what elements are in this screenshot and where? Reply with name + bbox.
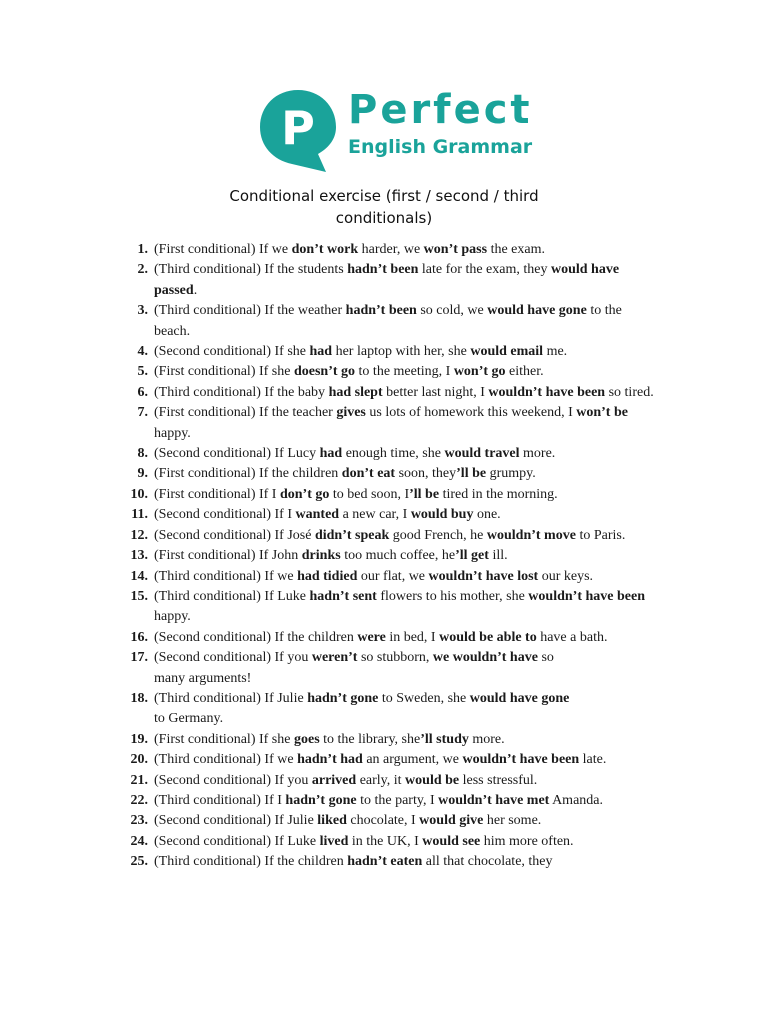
exercise-number: 16. (130, 629, 148, 645)
sentence-text: to the meeting, I (355, 364, 454, 380)
answer-verb: wouldn’t have met (438, 792, 550, 808)
exercise-number: 1. (137, 242, 148, 257)
answer-verb: would be (405, 772, 460, 788)
exercise-number: 9. (137, 466, 148, 482)
exercise-item (118, 526, 658, 546)
sentence-text: enough time, she (342, 446, 445, 462)
exercise-sentence (154, 405, 628, 440)
sentence-text: an argument, we (362, 752, 463, 768)
answer-verb: won’t go (453, 364, 506, 380)
sentence-text: our flat, we (357, 568, 429, 584)
sentence-text: Amanda. (549, 792, 603, 808)
exercise-item (118, 771, 658, 791)
sentence-text: to the library, she (319, 731, 421, 747)
exercise-sentence (154, 466, 536, 481)
exercise-number: 6. (137, 384, 148, 400)
exercise-number: 22. (130, 792, 148, 808)
exercise-sentence (154, 732, 505, 747)
answer-verb: wouldn’t have been (488, 384, 606, 400)
sentence-text: (Second conditional) If you (154, 772, 312, 788)
exercise-number: 20. (130, 752, 148, 768)
exercise-item (118, 648, 658, 689)
exercise-item (118, 750, 658, 770)
sentence-text: late. (579, 752, 607, 768)
answer-verb: would buy (410, 507, 474, 523)
answer-verb: wanted (295, 507, 340, 523)
exercise-sentence (154, 834, 574, 849)
exercise-number: 17. (130, 650, 148, 666)
answer-verb: didn’t speak (314, 527, 390, 543)
answer-verb: hadn’t gone (307, 690, 379, 706)
sentence-text: late for the exam, they (418, 262, 551, 278)
exercise-sentence (154, 364, 544, 379)
sentence-text: in the UK, I (348, 833, 423, 849)
exercise-item (118, 628, 658, 648)
exercise-sentence (154, 303, 622, 338)
sentence-text: many arguments! (154, 670, 252, 686)
answer-verb: had (309, 344, 333, 360)
sentence-text: either. (505, 364, 544, 380)
sentence-text: (Third conditional) If the baby (154, 384, 329, 400)
exercise-item (118, 260, 658, 301)
exercise-number: 2. (137, 262, 148, 278)
exercise-item (118, 689, 658, 730)
sentence-text: good French, he (389, 527, 487, 543)
exercise-sentence (154, 630, 607, 645)
speech-bubble-logo-icon (256, 86, 340, 176)
exercise-item (118, 464, 658, 484)
answer-verb: would give (419, 813, 484, 829)
sentence-text: us lots of homework this weekend, I (365, 405, 577, 421)
exercise-sentence (154, 242, 545, 257)
sentence-text: (First conditional) If she (154, 731, 294, 747)
sentence-text: (First conditional) If she (154, 364, 294, 380)
sentence-text: (Third conditional) If the weather (154, 303, 346, 319)
answer-verb: doesn’t go (293, 364, 356, 380)
sentence-text: flowers to his mother, she (376, 588, 529, 604)
answer-verb: hadn’t gone (285, 792, 357, 808)
exercise-item (118, 587, 658, 628)
sentence-text: to Sweden, she (378, 690, 470, 706)
answer-verb: don’t go (279, 486, 330, 502)
sentence-text: (Third conditional) If I (154, 792, 286, 808)
sentence-text: (Second conditional) If Julie (154, 813, 318, 829)
exercise-number: 15. (130, 588, 148, 604)
sentence-text: to Paris. (575, 527, 626, 543)
answer-verb: hadn’t eaten (347, 854, 423, 870)
sentence-text: tired in the morning. (439, 486, 558, 502)
sentence-text: (Second conditional) If Lucy (154, 446, 320, 462)
exercise-number: 18. (130, 690, 148, 706)
sentence-text: (Second conditional) If she (154, 344, 310, 360)
title-line-1: Conditional exercise (first / second / third (229, 187, 539, 205)
sentence-text: to Germany. (154, 711, 224, 727)
logo-word-perfect: Perfect (348, 87, 533, 133)
exercise-number: 24. (130, 833, 148, 849)
exercise-item (118, 546, 658, 566)
answer-verb: would email (470, 344, 544, 360)
answer-verb: ’ll be (409, 486, 440, 502)
sentence-text: (First conditional) If we (154, 242, 292, 257)
sentence-text: less stressful. (459, 772, 538, 788)
sentence-text: so (537, 650, 554, 666)
answer-verb: we wouldn’t have (432, 650, 538, 666)
exercise-number: 3. (137, 303, 148, 319)
sentence-text: (Third conditional) If the students (154, 262, 348, 278)
answer-verb: hadn’t been (345, 303, 417, 319)
exercise-item (118, 485, 658, 505)
sentence-text: too much coffee, he (340, 548, 456, 564)
sentence-text: (Third conditional) If we (154, 752, 298, 768)
sentence-text: (First conditional) If I (154, 486, 280, 502)
exercise-sentence (154, 385, 654, 400)
exercise-item (118, 567, 658, 587)
sentence-text: early, it (356, 772, 406, 788)
answer-verb: wouldn’t have been (462, 752, 580, 768)
answer-verb: would travel (444, 446, 520, 462)
sentence-text: (Second conditional) If the children (154, 629, 358, 645)
sentence-text: (First conditional) If the teacher (154, 405, 337, 421)
answer-verb: would see (422, 833, 481, 849)
exercise-number: 7. (137, 405, 148, 421)
exercise-sentence (154, 813, 541, 828)
exercise-sentence (154, 589, 645, 624)
exercise-item (118, 362, 658, 382)
answer-verb: wouldn’t have been (528, 588, 645, 604)
exercise-item (118, 832, 658, 852)
exercise-item (118, 852, 658, 872)
answer-verb: arrived (311, 772, 357, 788)
answer-verb: ’ll get (455, 548, 489, 564)
exercise-sentence (154, 528, 625, 543)
sentence-text: him more often. (480, 833, 574, 849)
exercise-number: 13. (130, 548, 148, 564)
sentence-text: chocolate, I (346, 813, 420, 829)
sentence-text: in bed, I (385, 629, 440, 645)
answer-verb: lived (319, 833, 349, 849)
sentence-text: have a bath. (536, 629, 608, 645)
exercise-sentence (154, 262, 619, 297)
exercise-item (118, 403, 658, 444)
answer-verb: had slept (328, 384, 383, 400)
exercise-number: 4. (137, 344, 148, 360)
sentence-text: harder, we (358, 242, 424, 257)
exercise-item (118, 444, 658, 464)
answer-verb: gives (336, 405, 366, 421)
answer-verb: would have gone (487, 303, 587, 319)
sentence-text: (Second conditional) If you (154, 650, 312, 666)
sentence-text: (Third conditional) If we (154, 568, 298, 584)
exercise-item (118, 383, 658, 403)
sentence-text: better last night, I (382, 384, 489, 400)
exercise-number: 14. (130, 568, 148, 584)
sentence-text: (Second conditional) If I (154, 507, 296, 523)
answer-verb: don’t eat (341, 466, 396, 482)
sentence-text: more. (519, 446, 556, 462)
sentence-text: (Third conditional) If Julie (154, 690, 308, 706)
sentence-text: grumpy. (486, 466, 536, 482)
answer-verb: wouldn’t have lost (428, 568, 539, 584)
answer-verb: won’t be (576, 405, 628, 421)
page-title (0, 185, 768, 229)
answer-verb: ’ll be (456, 466, 487, 482)
logo-word-english-grammar: English Grammar (348, 136, 533, 158)
exercise-sentence (154, 446, 555, 461)
exercise-item (118, 505, 658, 525)
sentence-text: so stubborn, (357, 650, 433, 666)
answer-verb: ’ll study (420, 731, 469, 747)
sentence-text: (First conditional) If the children (154, 466, 342, 482)
exercise-number: 12. (130, 527, 148, 543)
sentence-text: our keys. (538, 568, 594, 584)
answer-verb: weren’t (311, 650, 358, 666)
sentence-text: so tired. (605, 384, 654, 400)
sentence-text: . (193, 282, 198, 298)
sentence-text: soon, they (395, 466, 457, 482)
answer-verb: wouldn’t move (486, 527, 576, 543)
exercise-sentence (154, 854, 553, 869)
answer-verb: would have gone (469, 690, 570, 706)
exercise-number: 11. (131, 507, 148, 523)
answer-verb: liked (317, 813, 347, 829)
sentence-text: me. (543, 344, 568, 360)
answer-verb: would have passed (154, 262, 620, 298)
exercise-number: 10. (130, 486, 148, 502)
exercise-item (118, 730, 658, 750)
sentence-text: her laptop with her, she (332, 344, 471, 360)
sentence-text: a new car, I (339, 507, 411, 523)
sentence-text: to the party, I (356, 792, 439, 808)
answer-verb: had tidied (297, 568, 358, 584)
exercise-sentence (154, 691, 569, 726)
sentence-text: happy. (154, 425, 191, 441)
perfect-english-grammar-logo (256, 86, 536, 176)
exercise-sentence (154, 773, 537, 788)
exercise-sentence (154, 752, 606, 767)
exercise-number: 21. (130, 772, 148, 788)
sentence-text: to the beach. (154, 303, 622, 339)
sentence-text: (Third conditional) If Luke (154, 588, 310, 604)
sentence-text: (Second conditional) If Luke (154, 833, 320, 849)
answer-verb: had (319, 446, 343, 462)
answer-verb: hadn’t had (297, 752, 363, 768)
sentence-text: (Third conditional) If the children (154, 854, 348, 870)
exercise-item (118, 240, 658, 260)
sentence-text: happy. (154, 609, 191, 625)
exercise-number: 5. (137, 364, 148, 380)
exercise-sentence (154, 344, 567, 359)
exercise-item (118, 791, 658, 811)
exercise-number: 25. (130, 854, 148, 870)
exercise-number: 19. (130, 731, 148, 747)
sentence-text: her some. (483, 813, 542, 829)
answer-verb: hadn’t sent (309, 588, 377, 604)
exercise-item (118, 301, 658, 342)
exercise-number: 8. (137, 446, 148, 462)
exercise-sentence (154, 507, 501, 522)
exercise-sentence (154, 793, 603, 808)
sentence-text: to bed soon, I (329, 486, 410, 502)
logo-letter: P (281, 101, 315, 155)
sentence-text: the exam. (487, 242, 545, 257)
exercise-item (118, 342, 658, 362)
sentence-text: ill. (488, 548, 508, 564)
sentence-text: so cold, we (416, 303, 488, 319)
answer-verb: hadn’t been (347, 262, 419, 278)
sentence-text: all that chocolate, they (422, 854, 553, 870)
sentence-text: (Second conditional) If José (154, 527, 315, 543)
exercise-sentence (154, 569, 593, 584)
sentence-text: one. (473, 507, 501, 523)
answer-verb: were (357, 629, 386, 645)
answer-verb: would be able to (439, 629, 537, 645)
answer-verb: don’t work (291, 242, 359, 257)
title-line-2: conditionals) (335, 209, 433, 227)
exercise-list (118, 240, 658, 873)
sentence-text: more. (468, 731, 505, 747)
exercise-item (118, 811, 658, 831)
sentence-text: (First conditional) If John (154, 548, 302, 564)
exercise-sentence (154, 487, 558, 502)
answer-verb: won’t pass (423, 242, 488, 257)
exercise-sentence (154, 650, 554, 685)
answer-verb: goes (293, 731, 320, 747)
answer-verb: drinks (301, 548, 341, 564)
exercise-number: 23. (130, 813, 148, 829)
exercise-sentence (154, 548, 508, 563)
